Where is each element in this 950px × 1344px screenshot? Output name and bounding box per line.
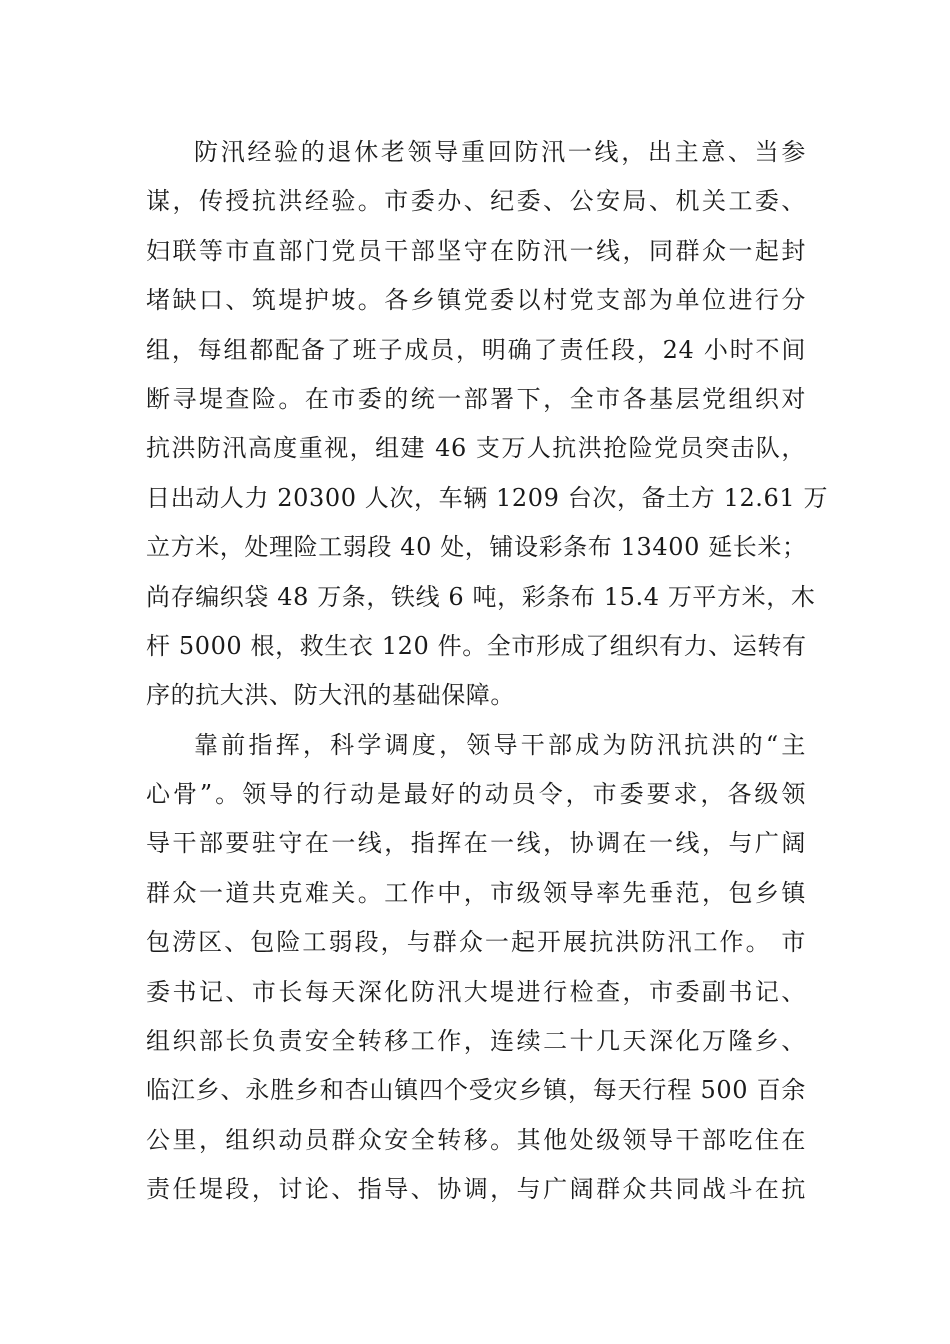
text-line-7: 抗洪防汛高度重视，组建 46 支万人抗洪抢险党员突击队， — [146, 434, 806, 463]
text-line-14: 心骨”。领导的行动是最好的动员令，市委要求，各级领 — [146, 780, 806, 809]
text-line-18: 委书记、市长每天深化防汛大堤进行检查，市委副书记、 — [146, 977, 806, 1006]
text-line-17: 包涝区、包险工弱段，与群众一起开展抗洪防汛工作。 市 — [146, 928, 806, 957]
text-line-2: 谋，传授抗洪经验。市委办、纪委、公安局、机关工委、 — [146, 187, 806, 216]
text-line-12: 序的抗大洪、防大汛的基础保障。 — [146, 681, 515, 710]
text-line-11: 杆 5000 根，救生衣 120 件。全市形成了组织有力、运转有 — [146, 631, 807, 660]
text-line-19: 组织部长负责安全转移工作，连续二十几天深化万隆乡、 — [146, 1027, 806, 1056]
text-line-5: 组，每组都配备了班子成员，明确了责任段，24 小时不间 — [146, 335, 806, 364]
text-line-16: 群众一道共克难关。工作中，市级领导率先垂范，包乡镇 — [146, 878, 806, 907]
text-line-9: 立方米，处理险工弱段 40 处，铺设彩条布 13400 延长米； — [146, 533, 807, 562]
text-line-13: 靠前指挥，科学调度，领导干部成为防汛抗洪的“主 — [194, 730, 806, 759]
text-line-15: 导干部要驻守在一线，指挥在一线，协调在一线，与广阔 — [146, 829, 806, 858]
text-line-22: 责任堤段，讨论、指导、协调，与广阔群众共同战斗在抗 — [146, 1175, 806, 1204]
text-line-21: 公里，组织动员群众安全转移。其他处级领导干部吃住在 — [146, 1125, 806, 1154]
body-text — [146, 128, 829, 1215]
text-line-20: 临江乡、永胜乡和杏山镇四个受灾乡镇，每天行程 500 百余 — [146, 1076, 806, 1105]
text-line-1: 防汛经验的退休老领导重回防汛一线，出主意、当参 — [194, 138, 806, 166]
text-line-4: 堵缺口、筑堤护坡。各乡镇党委以村党支部为单位进行分 — [146, 286, 806, 315]
text-line-3: 妇联等市直部门党员干部坚守在防汛一线，同群众一起封 — [146, 236, 806, 265]
text-line-6: 断寻堤查险。在市委的统一部署下，全市各基层党组织对 — [146, 384, 806, 413]
text-line-8: 日出动人力 20300 人次，车辆 1209 台次，备土方 12.61 万 — [146, 483, 829, 512]
text-line-10: 尚存编织袋 48 万条，铁线 6 吨，彩条布 15.4 万平方米，木 — [146, 582, 816, 611]
